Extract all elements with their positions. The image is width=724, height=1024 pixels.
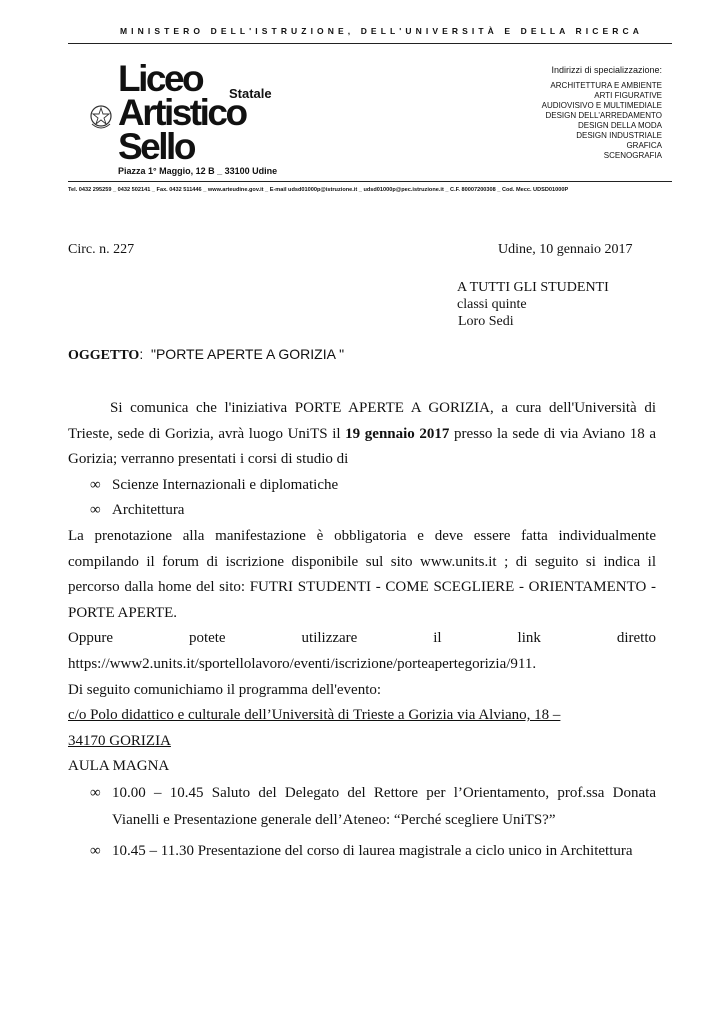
- registration-link[interactable]: https://www2.units.it/sportellolavoro/eventi/iscrizione/porteapertegorizia/911.: [68, 655, 537, 672]
- logo-artistico: Artistico: [118, 92, 246, 133]
- addressee-line: A TUTTI GLI STUDENTI: [457, 280, 609, 295]
- logo-statale: Statale: [229, 86, 272, 101]
- program-intro: Di seguito comunichiamo il programma dell'evento:: [68, 681, 382, 698]
- link-intro-word: diretto: [616, 630, 656, 647]
- logo-sello: Sello: [118, 126, 194, 167]
- republic-emblem-icon: [88, 102, 114, 132]
- program-text: 10.00 – 10.45 Saluto del Delegato del Rettore per l’Orientamento, prof.ssa Donata Vianelli e Presentazione generale dell’Ateneo: “Perché scegliere UniTS?”: [112, 784, 656, 828]
- link-intro-word: utilizzare: [301, 630, 358, 647]
- infinity-bullet-icon: ∞: [90, 784, 101, 801]
- specialization-item: ARCHITETTURA E AMBIENTE: [550, 81, 662, 90]
- intro-text: Si comunica che l'iniziativa PORTE APERTE A GORIZIA, a cura dell'Università di Trieste, sede di Gorizia, avrà luogo UniTS il: [68, 400, 656, 442]
- logo-liceo: Liceo: [118, 58, 203, 99]
- header-top-rule: [68, 43, 672, 44]
- specialization-item: ARTI FIGURATIVE: [594, 91, 662, 100]
- program-text: 10.45 – 11.30 Presentazione del corso di laurea magistrale a ciclo unico in Architettura: [112, 842, 633, 859]
- course-label: Scienze Internazionali e diplomatiche: [112, 476, 339, 493]
- place-date: Udine, 10 gennaio 2017: [498, 242, 633, 257]
- infinity-bullet-icon: ∞: [90, 476, 101, 493]
- booking-paragraph: La prenotazione alla manifestazione è obbligatoria e deve essere fatta individualmente compilando il forum di iscrizione disponibile sul sito www.units.it ; di seguito si indica il percorso dalla home del sito: FUTRI STUDENTI - COME SCEGLIERE - ORIENTAMENTO - PORTE APERTE.: [68, 527, 656, 621]
- program-list: [68, 780, 656, 865]
- subject-label: OGGETTO: [68, 348, 140, 363]
- subject-line: [68, 346, 344, 364]
- specialization-item: DESIGN DELLA MODA: [577, 121, 662, 130]
- header-contacts-rule: [68, 181, 672, 182]
- program-item: [68, 838, 656, 865]
- intro-text-cont: presso la sede di via Aviano 18 a Gorizia; verranno presentati i corsi di studio di: [68, 425, 657, 468]
- event-date: 19 gennaio 2017: [345, 425, 450, 442]
- subject-separator: :: [139, 346, 144, 362]
- venue-line: [68, 729, 656, 755]
- course-label: Architettura: [112, 502, 185, 519]
- addressee-line: Loro Sedi: [458, 314, 514, 329]
- link-intro-word: link: [517, 630, 541, 647]
- venue-text: c/o Polo didattico e culturale dell’Università di Trieste a Gorizia via Alviano, 18 –: [68, 707, 561, 724]
- specialization-item: AUDIOVISIVO E MULTIMEDIALE: [541, 101, 662, 110]
- school-address: Piazza 1° Maggio, 12 B _ 33100 Udine: [118, 166, 278, 176]
- hall-label: AULA MAGNA: [68, 758, 170, 775]
- circular-body: [68, 396, 656, 865]
- specializations-block: [480, 65, 662, 161]
- addressee-line: classi quinte: [457, 297, 527, 312]
- circular-number: Circ. n. 227: [68, 242, 135, 257]
- subject-text: "PORTE APERTE A GORIZIA ": [151, 346, 345, 362]
- ministry-heading: MINISTERO DELL'ISTRUZIONE, DELL'UNIVERSITÀ E DELLA RICERCA: [120, 26, 643, 36]
- link-intro-word: il: [433, 630, 442, 647]
- specializations-list: [480, 81, 662, 161]
- course-item: [68, 498, 656, 524]
- specialization-item: DESIGN INDUSTRIALE: [576, 131, 662, 140]
- specializations-title: Indirizzi di specializzazione:: [551, 65, 662, 75]
- specialization-item: GRAFICA: [626, 141, 662, 150]
- infinity-bullet-icon: ∞: [90, 842, 101, 859]
- program-item: [68, 780, 656, 834]
- course-item: [68, 473, 656, 499]
- specialization-item: DESIGN DELL'ARREDAMENTO: [545, 111, 662, 120]
- contacts-line: Tel. 0432 295259 _ 0432 502141 _ Fax. 0432 511446 _ www.arteudine.gov.it _ E-mail udsd01000p@istruzione.it _ udsd01000p@pec.istruzione.it _ C.F. 80007200308 _ Cod. Mecc. UDSD01000P: [68, 187, 569, 193]
- intro-paragraph: [68, 396, 656, 473]
- link-intro-word: potete: [188, 630, 226, 647]
- specialization-item: SCENOGRAFIA: [603, 151, 662, 160]
- venue-text: 34170 GORIZIA: [68, 732, 171, 749]
- link-intro-line: [68, 626, 656, 652]
- venue-line: [68, 703, 656, 729]
- infinity-bullet-icon: ∞: [90, 502, 101, 519]
- link-intro-word: Oppure: [68, 630, 113, 647]
- addressee-block: [457, 279, 609, 330]
